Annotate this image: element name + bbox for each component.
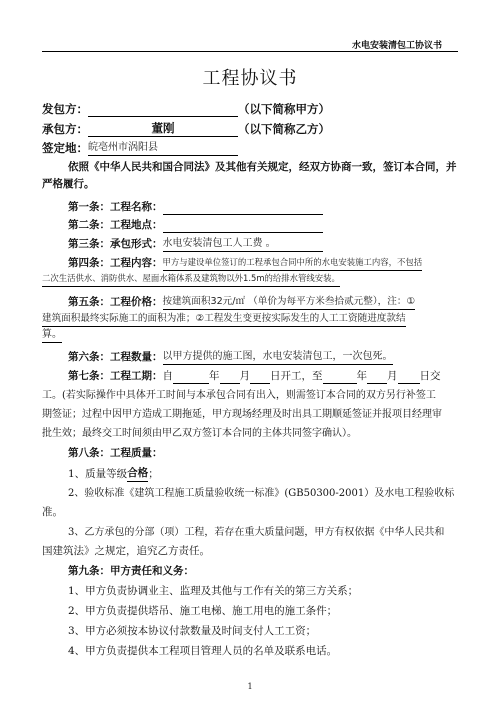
- party-b-row: [42, 121, 458, 137]
- article-2-blank: [163, 220, 323, 233]
- header-title: 水电安装清包工协议书: [351, 41, 442, 51]
- end-month-label: 月: [387, 370, 398, 382]
- article-5-text-1: 按建筑面积32元/㎡ （单价为每平方米叁拾贰元整），注：①: [163, 294, 416, 310]
- article-8-item-3-line-2: 国建筑法》之规定，追究乙方责任。: [42, 545, 210, 557]
- article-3-value: 水电安装清包工人工费 。: [163, 236, 323, 252]
- end-label: 日交: [419, 370, 441, 382]
- article-8-label: 第八条：工程质量：: [68, 447, 163, 459]
- start-day-blank: [250, 371, 270, 384]
- article-3: [68, 236, 458, 252]
- article-6: [68, 349, 458, 365]
- article-7-line-3: 期签证；过程中因甲方造成工期拖延，甲方现场经理及时出具工期顺延签证并报项目经理审: [42, 409, 442, 420]
- article-8-item-3-line-1: 3、乙方承包的分部（项）工程，若存在重大质量问题，甲方有权依据《中华人民共和: [68, 527, 445, 538]
- intro-line-1: 依照《中华人民共和国合同法》及其他有关规定，经双方协商一致，签订本合同，并: [68, 161, 457, 173]
- start-year-blank: [173, 371, 209, 384]
- article-5-line-1: [68, 294, 458, 310]
- article-9-item-4: 4、甲方负责提供本工程项目管理人员的名单及联系电话。: [68, 645, 338, 657]
- article-9-item-2: 2、甲方负责提供塔吊、施工电梯、施工用电的施工条件；: [68, 605, 338, 617]
- article-9-item-1: 1、甲方负责协调业主、监理及其他与工作有关的第三方关系；: [68, 585, 359, 597]
- end-day-blank: [398, 371, 420, 384]
- party-a-note: （以下简称甲方）: [238, 102, 330, 116]
- quality-level-value: 合格: [127, 466, 148, 482]
- end-month-blank: [367, 371, 387, 384]
- month-label: 月: [239, 370, 250, 382]
- start-month-blank: [220, 371, 240, 384]
- article-5-label: 第五条：工程价格：: [68, 296, 163, 308]
- end-year-label: 年: [356, 370, 367, 382]
- article-7-label: 第七条：工程工期：: [68, 370, 163, 382]
- article-8-item-2-line-2: 准。: [42, 506, 63, 518]
- header-rule: [42, 51, 458, 52]
- article-6-label: 第六条：工程数量：: [68, 351, 163, 363]
- sign-place-value: 皖亳州市涡阳县: [88, 140, 238, 156]
- article-5-line-2: [42, 311, 458, 327]
- article-1-blank: [163, 202, 323, 215]
- article-9-item-3: 3、甲方必须按本协议付款数量及时间支付人工工资；: [68, 625, 317, 637]
- article-6-value: 以甲方提供的施工图，水电安装清包工，一次包死。: [163, 349, 393, 365]
- page-number: 1: [247, 682, 253, 691]
- article-5-text-3: 算。: [42, 327, 62, 343]
- article-4-text-1: 甲方与建设单位签订的工程承包合同中所的水电安装施工内容，不包括: [163, 255, 423, 271]
- party-b-label: 承包方：: [42, 122, 88, 136]
- intro-line-2: 严格履行。: [42, 178, 95, 190]
- article-7-line-4: 批生效；最终交工时间须由甲乙双方签订本合同的主体共同签字确认）。: [42, 428, 357, 439]
- article-7-from: 自: [162, 370, 173, 382]
- article-1-label: 第一条：工程名称：: [68, 201, 163, 213]
- article-4-text-2: 二次生活供水、消防供水、屋面水箱体系及建筑物以外1.5m的给排水管线安装。: [42, 271, 340, 287]
- end-year-blank: [323, 371, 357, 384]
- party-a-row: [42, 102, 458, 117]
- article-4-line-1: [68, 255, 458, 271]
- quality-level-label: 1、质量等级: [68, 468, 128, 480]
- quality-level-suffix: ；: [148, 468, 159, 480]
- year-label: 年: [209, 370, 220, 382]
- party-b-note: （以下简称乙方）: [238, 122, 330, 136]
- page-title: 工程协议书: [202, 68, 298, 89]
- article-5-text-2: 建筑面积最终实际施工的面积为准；②工程发生变更按实际发生的人工工资随进度款结: [42, 311, 406, 327]
- sign-place-row: [42, 140, 458, 156]
- party-a-label: 发包方：: [42, 102, 88, 116]
- article-1: [68, 200, 458, 215]
- article-8-item-1: [68, 466, 458, 482]
- article-2-label: 第二条：工程地点：: [68, 219, 163, 231]
- party-a-blank: [88, 103, 238, 117]
- sign-place-label: 签定地：: [42, 141, 88, 155]
- article-4-line-2: [42, 271, 458, 287]
- article-7-line-2: 工。(若实际操作中具体开工时间与本承包合同有出入，则需签订本合同的双方另行补签工: [42, 390, 436, 401]
- party-b-name: 董刚: [88, 121, 238, 137]
- article-8-item-2-line-1: 2、验收标准《建筑工程施工质量验收统一标准》(GB50300-2001）及水电工程验收标: [68, 488, 455, 499]
- article-7-line-1: [68, 369, 458, 384]
- article-5-line-3: [42, 327, 458, 343]
- article-2: [68, 218, 458, 233]
- article-4-label: 第四条：工程内容：: [68, 257, 163, 269]
- article-9-label: 第九条：甲方责任和义务：: [68, 565, 194, 577]
- start-label: 日开工，至: [270, 370, 323, 382]
- article-3-label: 第三条：承包形式：: [68, 238, 163, 250]
